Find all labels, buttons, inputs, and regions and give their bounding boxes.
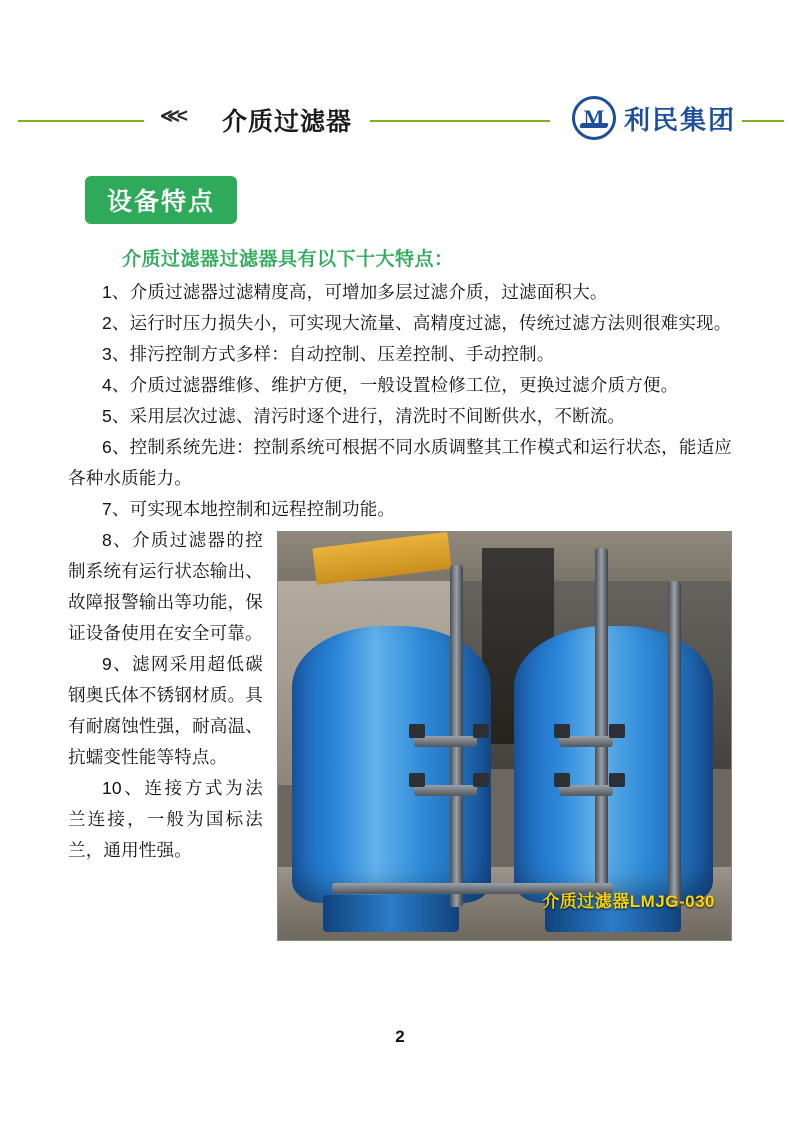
pipe-vertical-3 (668, 581, 681, 907)
valve-icon-1 (409, 724, 425, 738)
section-heading-badge (85, 176, 237, 224)
valve-icon-7 (554, 773, 570, 787)
feature-paragraph-4: 4、介质过滤器维修、维护方便，一般设置检修工位，更换过滤介质方便。 (102, 375, 679, 395)
brand-mark-icon (572, 96, 616, 140)
feature-paragraph-10: 10、连接方式为法兰连接，一般为国标法兰，通用性强。 (68, 778, 263, 860)
vessel-base-left (323, 895, 459, 932)
brand-name: 利民集团 (624, 105, 737, 135)
valve-icon-4 (473, 773, 489, 787)
page-header (0, 88, 800, 148)
photo-caption: 介质过滤器LMJG-030 (542, 892, 715, 911)
valve-icon-8 (609, 773, 625, 787)
article-body (68, 244, 732, 945)
valve-icon-2 (473, 724, 489, 738)
chevron-left-icon: ≪< (160, 106, 185, 127)
section-heading-label: 设备特点 (106, 188, 215, 216)
feature-paragraph-2: 2、运行时压力损失小，可实现大流量、高精度过滤，传统过滤方法则很难实现。 (102, 313, 732, 333)
header-rule-right (742, 120, 784, 122)
page-left-margin (0, 0, 10, 1131)
feature-paragraph-7: 7、可实现本地控制和远程控制功能。 (102, 499, 396, 519)
page-top-margin (0, 0, 800, 8)
page-number: 2 (395, 1027, 405, 1046)
valve-icon-5 (554, 724, 570, 738)
valve-icon-3 (409, 773, 425, 787)
feature-paragraph-9: 9、滤网采用超低碳钢奥氏体不锈钢材质。具有耐腐蚀性强，耐高温、抗蠕变性能等特点。 (68, 654, 263, 767)
lead-paragraph: 介质过滤器过滤器具有以下十大特点： (122, 249, 454, 270)
header-rule-left (18, 120, 144, 122)
feature-paragraph-3: 3、排污控制方式多样：自动控制、压差控制、手动控制。 (102, 344, 555, 364)
brand-logo (572, 96, 736, 140)
media-filter-vessels-photo (277, 531, 732, 941)
valve-icon-6 (609, 724, 625, 738)
feature-paragraph-1: 1、介质过滤器过滤精度高，可增加多层过滤介质，过滤面积大。 (102, 282, 608, 302)
feature-paragraph-8: 8、介质过滤器的控制系统有运行状态输出、故障报警输出等功能，保证设备使用在安全可靠。 (68, 530, 263, 643)
page-title: 介质过滤器 (222, 108, 353, 136)
feature-paragraph-6: 6、控制系统先进：控制系统可根据不同水质调整其工作模式和运行状态，能适应各种水质能力。 (68, 437, 732, 488)
header-rule-middle (370, 120, 550, 122)
filter-vessel-right (514, 626, 713, 903)
pipe-vertical-2 (595, 548, 608, 899)
text-with-figure-zone (68, 525, 732, 911)
feature-paragraph-5: 5、采用层次过滤、清污时逐个进行，清洗时不间断供水，不断流。 (102, 406, 626, 426)
